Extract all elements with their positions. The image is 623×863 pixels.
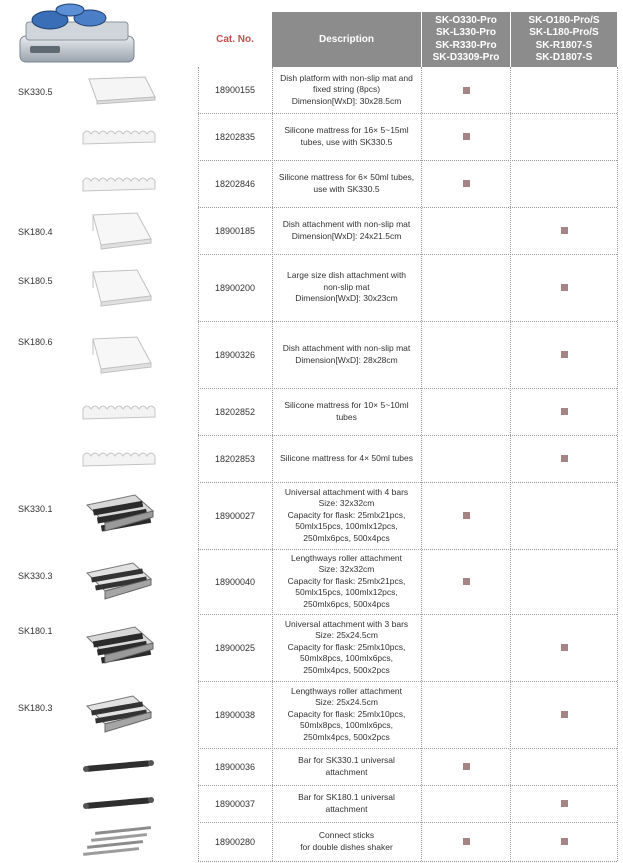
compatibility-mark xyxy=(463,763,470,770)
compatibility-mark xyxy=(561,227,568,234)
description-line: 250mlx4pcs, 500x2pcs xyxy=(303,664,390,675)
compat-cell-330 xyxy=(422,785,510,822)
description-line: tubes xyxy=(336,411,357,422)
compatibility-mark xyxy=(561,408,568,415)
table-row xyxy=(0,681,623,748)
compatibility-mark xyxy=(561,455,568,462)
table-row xyxy=(0,388,623,435)
column-divider xyxy=(272,67,273,861)
description-line: 250mlx4pcs, 500x2pcs xyxy=(303,731,390,742)
header-divider xyxy=(421,12,422,67)
compat-cell-180 xyxy=(511,113,617,160)
description-line: 50mlx8pcs, 100mlx6pcs, xyxy=(299,653,394,664)
dish-platform-icon xyxy=(74,67,164,113)
silicone-mattress-icon xyxy=(74,388,164,435)
description xyxy=(272,785,421,822)
description-line: Capacity for flask: 25mlx10pcs, xyxy=(287,708,406,719)
description-line: Capacity for flask: 25mlx21pcs, xyxy=(287,509,406,520)
description-line: Size: 32x32cm xyxy=(318,564,375,575)
silicone-mattress-icon xyxy=(74,113,164,160)
compat-cell-180 xyxy=(511,321,617,388)
description-line: Size: 32x32cm xyxy=(318,498,375,509)
cat-number: 18900040 xyxy=(214,576,256,587)
description-line: 50mlx15pcs, 100mlx12pcs, xyxy=(295,521,398,532)
model-code: SK180.1 xyxy=(18,626,53,636)
row-separator xyxy=(198,614,617,615)
compat-cell-180 xyxy=(511,388,617,435)
compatibility-mark xyxy=(463,180,470,187)
compatibility-mark xyxy=(561,351,568,358)
roller-attachment-icon xyxy=(74,549,164,614)
description xyxy=(272,254,421,321)
description-line: attachment xyxy=(325,803,368,814)
compat-cell-180 xyxy=(511,67,617,113)
description-line: non-slip mat xyxy=(323,281,370,292)
description-line: for double dishes shaker xyxy=(300,841,393,852)
cat-number: 18900326 xyxy=(214,349,256,360)
description xyxy=(272,681,421,748)
model-code: SK330.3 xyxy=(18,571,53,581)
description-line: Dish attachment with non-slip mat xyxy=(282,219,411,229)
compat-cell-330 xyxy=(422,614,510,681)
header-model-line: SK-O180-Pro/S xyxy=(528,14,600,26)
table-row xyxy=(0,67,623,113)
compat-cell-180 xyxy=(511,614,617,681)
compat-cell-330 xyxy=(422,321,510,388)
compat-cell-330 xyxy=(422,67,510,113)
row-separator xyxy=(198,785,617,786)
description-line: Dimension[WxD]: 28x28cm xyxy=(295,354,398,365)
compat-cell-330 xyxy=(422,748,510,785)
compat-cell-330 xyxy=(422,207,510,254)
row-separator xyxy=(198,681,617,682)
compatibility-mark xyxy=(561,284,568,291)
description-line: fixed string (8pcs) xyxy=(312,84,381,95)
cat-number: 18900200 xyxy=(214,282,256,293)
column-divider xyxy=(510,67,511,861)
header-description: Description xyxy=(272,12,421,67)
bar-icon xyxy=(74,785,164,822)
row-separator xyxy=(198,254,617,255)
bar-icon xyxy=(74,748,164,785)
model-code: SK330.1 xyxy=(18,504,53,514)
description-line: Size: 25x24.5cm xyxy=(315,697,378,708)
compatibility-mark xyxy=(463,838,470,845)
description-line: Universal attachment with 3 bars xyxy=(284,618,409,629)
description-line: use with SK330.5 xyxy=(313,183,380,194)
table-row xyxy=(0,321,623,388)
compat-cell-330 xyxy=(422,549,510,614)
table-row xyxy=(0,254,623,321)
header-model-group-180 xyxy=(511,12,617,67)
model-code: SK180.5 xyxy=(18,276,53,286)
description xyxy=(272,482,421,549)
description-line: Large size dish attachment with xyxy=(286,270,407,281)
compat-cell-180 xyxy=(511,748,617,785)
row-separator xyxy=(198,482,617,483)
table-row xyxy=(0,113,623,160)
cat-number: 18900025 xyxy=(214,642,256,653)
silicone-mattress-icon xyxy=(74,160,164,207)
cat-number: 18900280 xyxy=(214,836,256,847)
connect-sticks-icon xyxy=(74,822,164,861)
row-separator xyxy=(198,822,617,823)
compat-cell-330 xyxy=(422,160,510,207)
header-cat-no: Cat. No. xyxy=(216,34,254,45)
table-row xyxy=(0,748,623,785)
cat-number: 18900036 xyxy=(214,761,256,772)
description xyxy=(272,160,421,207)
table-row xyxy=(0,435,623,482)
description-line: Dimension[WxD]: 30x23cm xyxy=(295,293,398,304)
compat-cell-330 xyxy=(422,254,510,321)
description-line: tubes, use with SK330.5 xyxy=(300,136,393,147)
table-row xyxy=(0,160,623,207)
shaker-product-image xyxy=(16,0,138,66)
compat-cell-180 xyxy=(511,482,617,549)
compat-cell-180 xyxy=(511,435,617,482)
model-code: SK330.5 xyxy=(18,87,53,97)
description-line: Lengthways roller attachment xyxy=(290,685,403,696)
header-model-line: SK-D1807-S xyxy=(535,52,593,63)
description xyxy=(272,614,421,681)
description xyxy=(272,822,421,861)
row-separator xyxy=(198,861,617,862)
header-model-line: SK-D3309-Pro xyxy=(432,52,500,63)
column-divider xyxy=(421,67,422,861)
cat-number: 18900038 xyxy=(214,709,256,720)
compatibility-mark xyxy=(561,711,568,718)
description-line: Lengthways roller attachment xyxy=(290,552,403,563)
table-row xyxy=(0,549,623,614)
header-divider xyxy=(510,12,511,67)
description-line: Silicone mattress for 16× 5~15ml xyxy=(284,125,409,135)
description-line: 50mlx8pcs, 100mlx6pcs, xyxy=(299,720,394,731)
header-model-line: SK-R1807-S xyxy=(535,39,593,51)
compat-cell-180 xyxy=(511,822,617,861)
table-row xyxy=(0,482,623,549)
universal-attachment-icon xyxy=(74,614,164,681)
universal-attachment-icon xyxy=(74,482,164,549)
description-line: Connect sticks xyxy=(318,830,375,840)
description-line: Dimension[WxD]: 24x21.5cm xyxy=(291,230,402,241)
compat-cell-330 xyxy=(422,388,510,435)
silicone-mattress-icon xyxy=(74,435,164,482)
cat-number: 18202853 xyxy=(214,453,256,464)
row-separator xyxy=(198,207,617,208)
dish-attachment-icon xyxy=(74,321,164,388)
compat-cell-180 xyxy=(511,160,617,207)
description xyxy=(272,388,421,435)
description-line: Universal attachment with 4 bars xyxy=(284,486,409,497)
description xyxy=(272,549,421,614)
description xyxy=(272,435,421,482)
compatibility-mark xyxy=(561,838,568,845)
dish-attachment-icon xyxy=(74,207,164,254)
header-model-line: SK-R330-Pro xyxy=(435,39,497,51)
compat-cell-330 xyxy=(422,113,510,160)
cat-number: 18202852 xyxy=(214,406,256,417)
description xyxy=(272,207,421,254)
compat-cell-180 xyxy=(511,207,617,254)
description-line: 250mlx6pcs, 500x4pcs xyxy=(303,532,390,543)
compat-cell-330 xyxy=(422,822,510,861)
compatibility-mark xyxy=(463,133,470,140)
dish-attachment-icon xyxy=(74,254,164,321)
description xyxy=(272,748,421,785)
description-line: Silicone mattress for 10× 5~10ml xyxy=(284,400,409,410)
compat-cell-180 xyxy=(511,681,617,748)
compatibility-mark xyxy=(463,87,470,94)
column-divider xyxy=(198,67,199,861)
model-code: SK180.6 xyxy=(18,337,53,347)
compat-cell-330 xyxy=(422,482,510,549)
description-line: Capacity for flask: 25mlx21pcs, xyxy=(287,575,406,586)
description-line: Bar for SK180.1 universal xyxy=(298,792,395,802)
table-row xyxy=(0,822,623,861)
cat-number: 18202835 xyxy=(214,131,256,142)
compat-cell-180 xyxy=(511,549,617,614)
table-row xyxy=(0,614,623,681)
row-separator xyxy=(198,748,617,749)
description-line: Capacity for flask: 25mlx10pcs, xyxy=(287,641,406,652)
header-model-line: SK-L180-Pro/S xyxy=(529,27,599,38)
cat-number: 18202846 xyxy=(214,178,256,189)
cat-number: 18900027 xyxy=(214,510,256,521)
description-line: 50mlx15pcs, 100mlx12pcs, xyxy=(295,587,398,598)
cat-number: 18900037 xyxy=(214,798,256,809)
description-line: Dish platform with non-slip mat and xyxy=(280,72,413,83)
row-separator xyxy=(198,160,617,161)
compatibility-mark xyxy=(463,578,470,585)
model-code: SK180.3 xyxy=(18,703,53,713)
description-line: Silicone mattress for 6× 50ml tubes, xyxy=(278,172,415,182)
column-divider xyxy=(617,67,618,861)
description xyxy=(272,67,421,113)
description-line: attachment xyxy=(325,766,368,777)
description-line: 250mlx6pcs, 500x4pcs xyxy=(303,598,390,609)
compat-cell-180 xyxy=(511,785,617,822)
header-model-line: SK-O330-Pro xyxy=(435,14,497,26)
description-line: Size: 25x24.5cm xyxy=(315,630,378,641)
compat-cell-330 xyxy=(422,681,510,748)
table-row xyxy=(0,207,623,254)
compatibility-mark xyxy=(561,644,568,651)
description-line: Dimension[WxD]: 30x28.5cm xyxy=(291,95,402,106)
row-separator xyxy=(198,549,617,550)
row-separator xyxy=(198,113,617,114)
roller-attachment-icon xyxy=(74,681,164,748)
header-model-group-330 xyxy=(422,12,510,67)
description xyxy=(272,113,421,160)
table-row xyxy=(0,785,623,822)
description xyxy=(272,321,421,388)
description-line: Silicone mattress for 4× 50ml tubes xyxy=(280,452,413,463)
row-separator xyxy=(198,388,617,389)
cat-number: 18900185 xyxy=(214,225,256,236)
compat-cell-180 xyxy=(511,254,617,321)
header-model-line: SK-L330-Pro xyxy=(435,27,496,38)
compatibility-mark xyxy=(463,512,470,519)
description-line: Dish attachment with non-slip mat xyxy=(282,343,411,353)
compatibility-mark xyxy=(561,800,568,807)
row-separator xyxy=(198,435,617,436)
compat-cell-330 xyxy=(422,435,510,482)
row-separator xyxy=(198,321,617,322)
model-code: SK180.4 xyxy=(18,227,53,237)
cat-number: 18900155 xyxy=(214,85,256,95)
description-line: Bar for SK330.1 universal xyxy=(298,755,395,765)
